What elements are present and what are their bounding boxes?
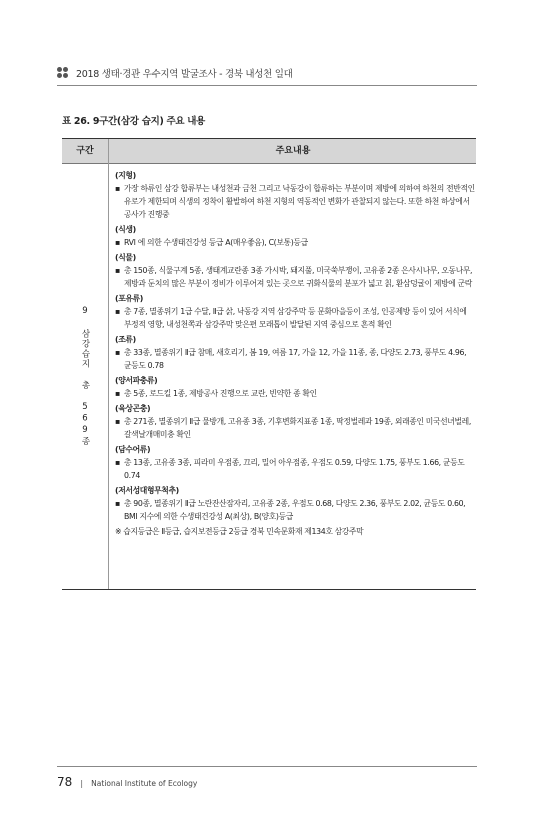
section-category: (포유류) — [115, 294, 143, 303]
section-category: (양서파충류) — [115, 376, 158, 385]
content-cell — [115, 167, 475, 538]
section-terrain — [115, 169, 475, 221]
header-rule — [57, 85, 477, 86]
section-amphibians-reptiles — [115, 374, 475, 400]
list-item: ▪ 총 90종, 멸종위기 Ⅱ급 노란잔산잠자리, 고유종 2종, 우점도 0.68, 다양도 2.36, 풍부도 2.02, 균등도 0.60, BMI 지수에 의한 수생태건강성 A(최상), B(양호)등급 — [115, 499, 466, 521]
footer-separator: | — [80, 779, 84, 788]
list-item: ▪ 총 7종, 멸종위기 1급 수달, Ⅱ급 삵, 낙동강 지역 삼강주막 등 문화마을등이 조성, 인공제방 등이 있어 서식에 부정적 영향, 내성천쪽과 삼강주막 맞은편 모래톱이 발달된 지역 중심으로 흔적 확인 — [115, 307, 467, 329]
list-item: ▪ 총 150종, 식물구계 5종, 생태계교란종 3종 가시박, 돼지풀, 미국쑥부쟁이, 고유종 2종 은사시나무, 오동나무, 제방과 둔치의 많은 부분이 정비가 이루어져 있는 곳으로 귀화식물의 분포가 넓고 칡, 환삼덩굴이 제방에 군락 — [115, 266, 473, 288]
publisher-name: National Institute of Ecology — [91, 779, 198, 788]
table-header-row — [62, 139, 476, 164]
table-note: ※ 습지등급은 Ⅱ등급, 습지보전등급 2등급 경북 민속문화재 제134호 삼강주막 — [115, 527, 364, 536]
section-plants — [115, 251, 475, 290]
division-cell — [62, 163, 108, 589]
list-item: ▪ 가장 하류인 삼강 합류부는 내성천과 금천 그리고 낙동강이 합류하는 부분이며 제방에 의하여 하천의 전반적인 유로가 제한되며 식생의 정착이 활발하여 하천 지형의 역동적인 변화가 관찰되지 않는다. 또한 하천 하상에서 공사가 진행중 — [115, 184, 475, 219]
list-item: ▪ 총 33종, 멸종위기 Ⅱ급 참매, 새호리기, 봄 19, 여름 17, 가을 12, 가을 11종, 종, 다양도 2.73, 풍부도 4.96, 균등도 0.78 — [115, 348, 467, 370]
section-category: (식생) — [115, 225, 136, 234]
survey-table — [62, 138, 476, 590]
section-birds — [115, 333, 475, 372]
column-header-content: 주요내용 — [108, 139, 477, 163]
page-number: 78 — [57, 775, 73, 789]
table-caption: 표 26. 9구간(삼강 습지) 주요 내용 — [62, 116, 206, 127]
section-category: (담수어류) — [115, 445, 151, 454]
section-category: (조류) — [115, 335, 136, 344]
section-category: (육상곤충) — [115, 404, 151, 413]
section-mammals — [115, 292, 475, 331]
section-category: (지형) — [115, 171, 136, 180]
column-header-division: 구간 — [76, 146, 94, 156]
section-vegetation — [115, 223, 475, 249]
section-category: (저서성대형무척추) — [115, 486, 179, 495]
header-dots-icon — [57, 67, 71, 79]
section-freshwater-fish — [115, 443, 475, 482]
list-item: ▪ RVI 에 의한 수생태건강성 등급 A(매우좋음), C(보통)등급 — [115, 238, 308, 247]
page-footer — [57, 771, 197, 790]
footer-rule — [57, 766, 477, 767]
section-insects — [115, 402, 475, 441]
column-divider — [108, 163, 109, 589]
section-category: (식물) — [115, 253, 136, 262]
list-item: ▪ 총 5종, 로드킬 1종, 제방공사 진행으로 교란, 빈약한 종 확인 — [115, 389, 317, 398]
list-item: ▪ 총 13종, 고유종 3종, 피라미 우점종, 끄리, 밀어 아우점종, 우점도 0.59, 다양도 1.75, 풍부도 1.66, 균등도 0.74 — [115, 458, 465, 480]
header-title: 2018 생태·경관 우수지역 발굴조사 - 경북 내성천 일대 — [76, 69, 293, 80]
section-benthic-invertebrates — [115, 484, 475, 523]
running-header — [57, 64, 477, 84]
division-label: 9 삼강습지 총 569종 — [80, 305, 90, 447]
list-item: ▪ 총 271종, 멸종위기 Ⅱ급 물방개, 고유종 3종, 기후변화지표종 1종, 딱정벌레과 19종, 외래종인 미국선녀벌레, 갈색날개매미충 확인 — [115, 417, 471, 439]
